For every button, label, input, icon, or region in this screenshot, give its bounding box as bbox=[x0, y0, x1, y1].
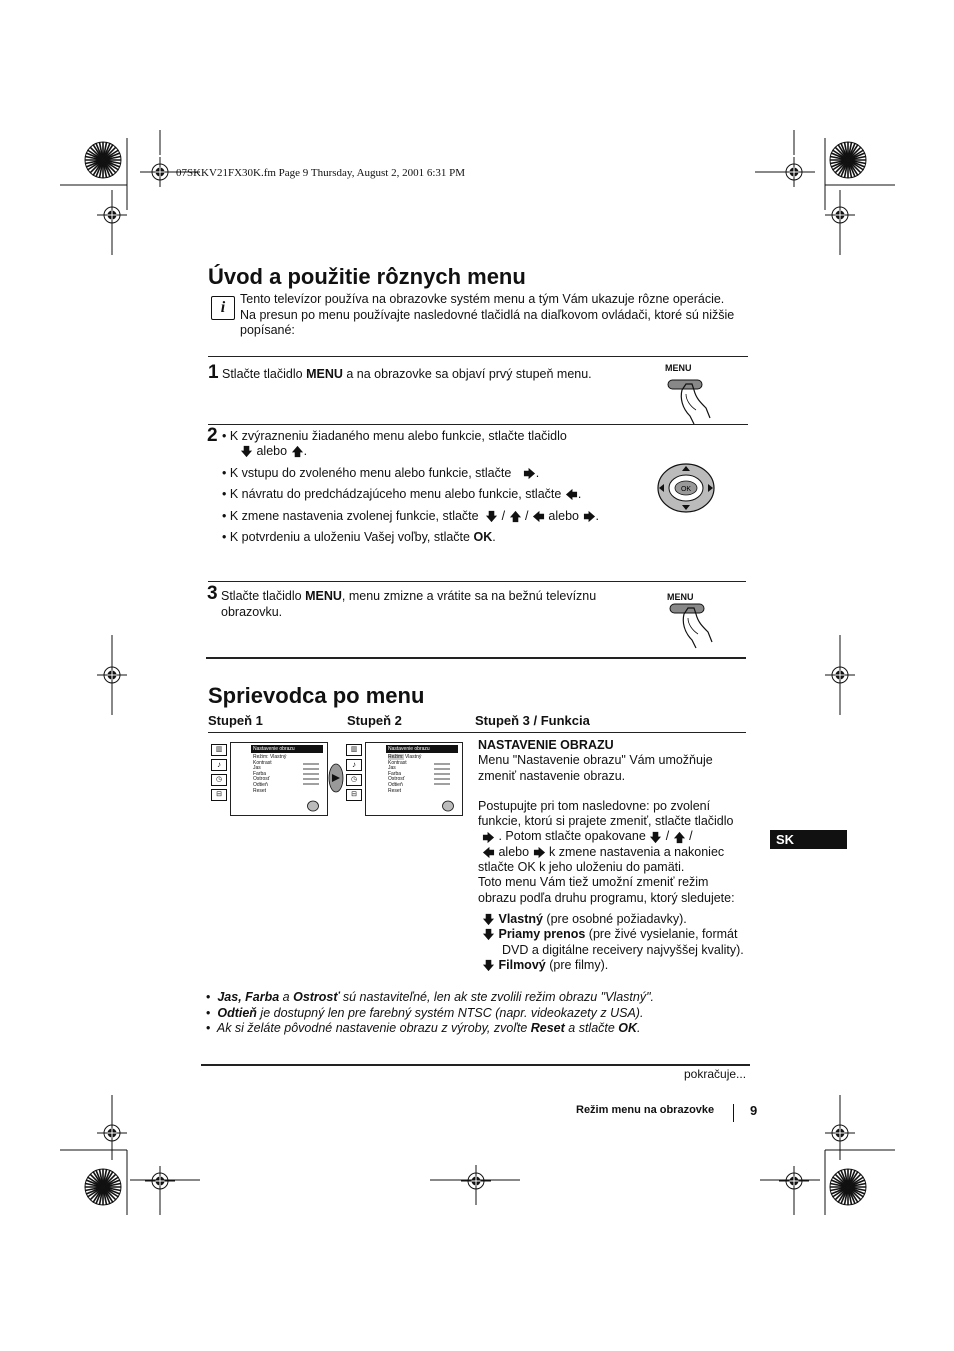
setup-menu-icon: ⊟ bbox=[211, 789, 227, 801]
picture-menu-icon: ▥ bbox=[211, 744, 227, 756]
print-header: 07SKKV21FX30K.fm Page 9 Thursday, August 2, 2001 6:31 PM bbox=[176, 167, 466, 179]
arrow-right-icon bbox=[482, 831, 495, 844]
joystick-small-icon bbox=[307, 800, 319, 812]
arrow-down-icon bbox=[240, 445, 253, 458]
step2-bullet-change: • K zmene nastavenia zvolenej funkcie, stlačte / / alebo . bbox=[222, 509, 599, 523]
menu-button-hand-icon bbox=[666, 592, 716, 650]
step3-text: Stlačte tlačidlo MENU, menu zmizne a vrátite sa na bežnú televíznu obrazovku. bbox=[221, 589, 597, 619]
language-badge: SK bbox=[770, 830, 847, 849]
function-description: NASTAVENIE OBRAZU Menu "Nastavenie obrazu" Vám umožňuje zmeniť nastavenie obrazu. Postupujte pri tom nasledovne: po zvolení funkcie, ktorú si prajete zmeniť, stlačte tlačidlo . Potom stlačte opakovane / / alebo k zmene nastavenia a nakoniec stlačte OK k jeho uloženiu do pamäti. Toto menu Vám tiež umožní zmeniť režim obrazu podľa druhu programu, ktorý sledujete: Vlastný (pre osobné požiadavky). Priamy prenos (pre živé vysielanie, formát DVD a digitálne receivery najvyššej kvality). Filmový (pre filmy). bbox=[478, 738, 758, 973]
screen-items: Režim: Vlastný Kontrast Jas Farba Ostrosť Odtieň Reset bbox=[388, 754, 422, 794]
footer-section: Režim menu na obrazovke bbox=[576, 1104, 715, 1116]
menu-button-label: MENU bbox=[667, 592, 694, 602]
step-number: 3 bbox=[207, 583, 218, 604]
menu-sidebar-icons bbox=[211, 744, 227, 801]
footer-divider bbox=[733, 1104, 734, 1122]
arrow-down-icon bbox=[649, 831, 662, 844]
timer-menu-icon: ◷ bbox=[211, 774, 227, 786]
arrow-up-icon bbox=[291, 445, 304, 458]
arrow-down-icon bbox=[482, 928, 495, 941]
divider bbox=[208, 732, 746, 733]
arrow-down-icon bbox=[482, 913, 495, 926]
arrow-right-icon bbox=[523, 467, 536, 480]
note-item: • Jas, Farba a Ostrosť sú nastaviteľné, len ak ste zvolili režim obrazu "Vlastný". bbox=[206, 990, 654, 1004]
timer-menu-icon: ◷ bbox=[346, 774, 362, 786]
arrow-left-icon bbox=[482, 846, 495, 859]
menu-sidebar-icons bbox=[346, 744, 362, 801]
step2-bullet-back: • K návratu do predchádzajúceho menu alebo funkcie, stlačte . bbox=[222, 487, 582, 501]
menu-button-hand-icon bbox=[664, 368, 714, 426]
divider bbox=[201, 1064, 750, 1066]
section-title-intro: Úvod a použitie rôznych menu bbox=[208, 264, 526, 289]
screen-title: Nastavenie obrazu bbox=[251, 745, 323, 753]
menu-screen-level1 bbox=[230, 742, 328, 816]
divider bbox=[206, 657, 746, 659]
arrow-down-icon bbox=[485, 510, 498, 523]
col-head-level1: Stupeň 1 bbox=[208, 713, 263, 728]
col-head-level3: Stupeň 3 / Funkcia bbox=[475, 713, 590, 728]
col-head-level2: Stupeň 2 bbox=[347, 713, 402, 728]
menu-screen-level2 bbox=[365, 742, 463, 816]
divider bbox=[208, 424, 748, 425]
setup-menu-icon: ⊟ bbox=[346, 789, 362, 801]
joystick-small-icon bbox=[442, 800, 454, 812]
step2-bullet-enter: • K vstupu do zvoleného menu alebo funkcie, stlačte . bbox=[222, 466, 540, 480]
step2-bullet-highlight-cont: alebo . bbox=[240, 444, 307, 459]
arrow-right-icon bbox=[533, 846, 546, 859]
divider bbox=[208, 581, 746, 582]
page-number: 9 bbox=[750, 1103, 758, 1118]
arrow-up-icon bbox=[673, 831, 686, 844]
continues-text: pokračuje... bbox=[684, 1067, 747, 1081]
note-item: • Ak si želáte pôvodné nastavenie obrazu z výroby, zvoľte Reset a stlačte OK. bbox=[206, 1021, 641, 1035]
function-heading: NASTAVENIE OBRAZU bbox=[478, 738, 614, 752]
step-number: 2 bbox=[207, 425, 218, 446]
arrow-right-icon bbox=[583, 510, 596, 523]
picture-menu-icon: ▥ bbox=[346, 744, 362, 756]
screen-title: Nastavenie obrazu bbox=[386, 745, 458, 753]
section-title-guide: Sprievodca po menu bbox=[208, 683, 425, 708]
slider-marks bbox=[303, 761, 321, 795]
note-item: • Odtieň je dostupný len pre farebný systém NTSC (napr. videokazety z USA). bbox=[206, 1005, 644, 1020]
sound-menu-icon: ♪ bbox=[211, 759, 227, 771]
joystick-icon bbox=[656, 462, 716, 514]
notes-list bbox=[206, 990, 766, 1037]
info-icon: i bbox=[211, 296, 235, 320]
arrow-right-transition-icon bbox=[328, 763, 344, 793]
ok-label: OK bbox=[680, 486, 692, 493]
screen-items: Režim: Vlastný Kontrast Jas Farba Ostrosť Odtieň Reset bbox=[253, 754, 287, 794]
arrow-down-icon bbox=[482, 959, 495, 972]
arrow-left-icon bbox=[532, 510, 545, 523]
sound-menu-icon: ♪ bbox=[346, 759, 362, 771]
intro-text: Tento televízor používa na obrazovke systém menu a tým Vám ukazuje rôzne operácie. Na presun po menu používajte nasledovné tlačidlá na diaľkovom ovládači, ktoré sú nižšie popísané: bbox=[240, 292, 735, 337]
step-number: 1 bbox=[208, 362, 219, 383]
arrow-up-icon bbox=[509, 510, 522, 523]
step1-text: Stlačte tlačidlo MENU a na obrazovke sa objaví prvý stupeň menu. bbox=[222, 367, 592, 381]
divider bbox=[208, 356, 748, 357]
menu-button-label: MENU bbox=[665, 363, 692, 373]
step2-bullet-confirm: • K potvrdeniu a uloženiu Vašej voľby, stlačte OK. bbox=[222, 530, 496, 544]
slider-marks bbox=[434, 761, 452, 795]
arrow-left-icon bbox=[565, 488, 578, 501]
step2-bullet-highlight: • K zvýrazneniu žiadaného menu alebo funkcie, stlačte tlačidlo bbox=[222, 429, 567, 443]
